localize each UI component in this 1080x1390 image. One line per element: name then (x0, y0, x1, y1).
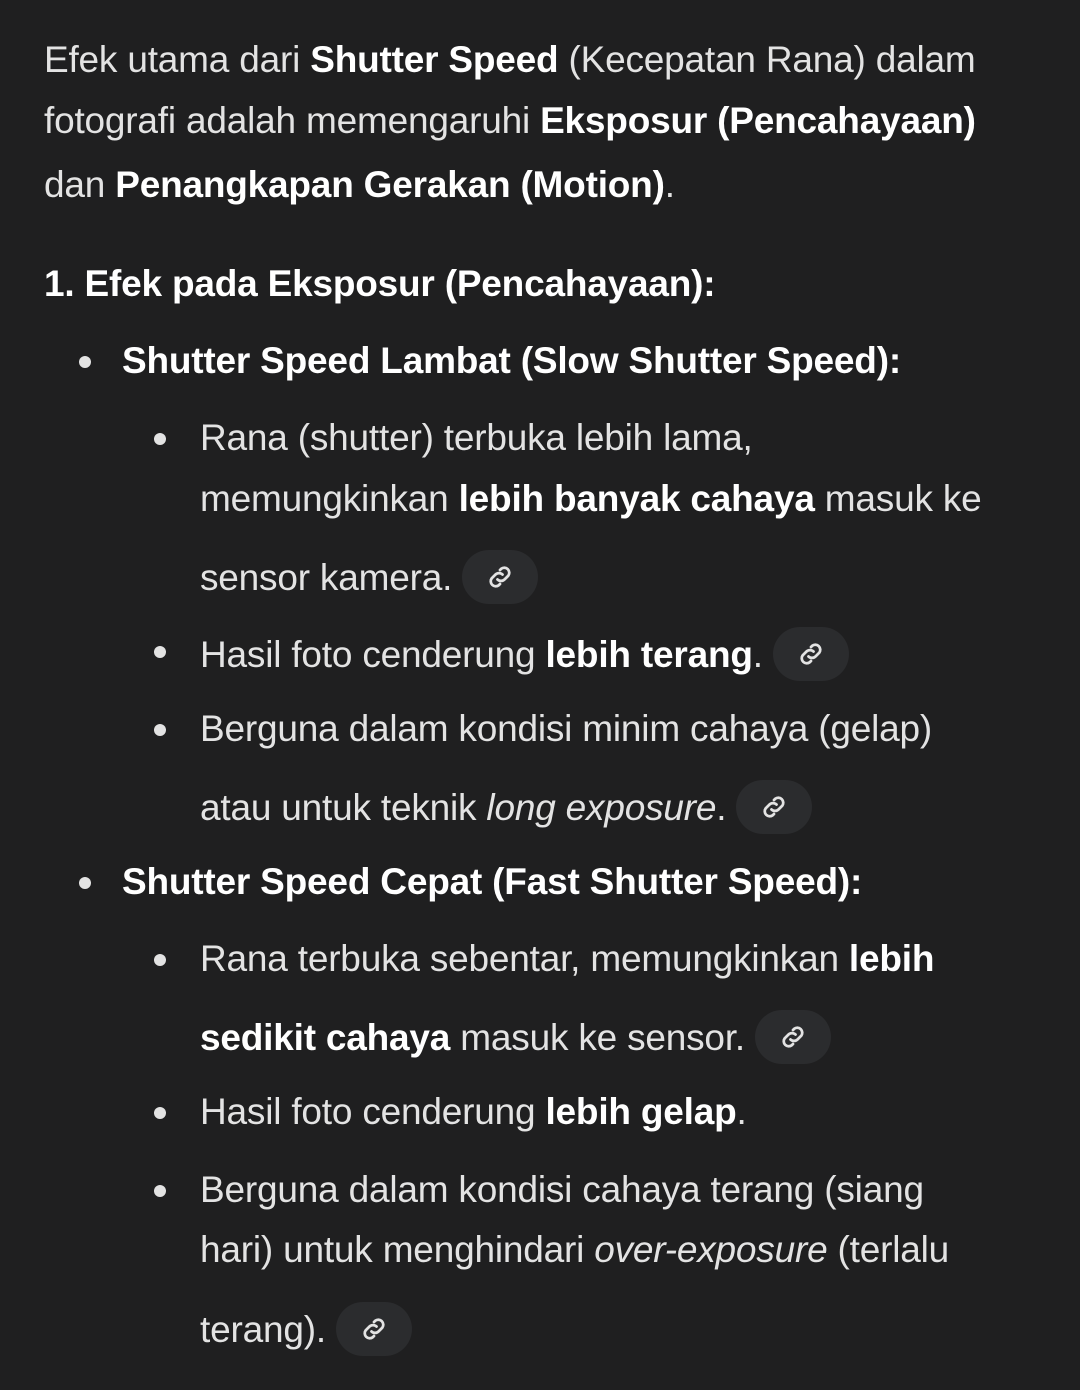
bullet-dot (154, 954, 166, 966)
fast-item2: Hasil foto cenderung lebih gelap. (200, 1091, 747, 1132)
slow-item2: Hasil foto cenderung lebih terang. (200, 630, 849, 684)
bullet-dot (154, 433, 166, 445)
section-heading: 1. Efek pada Eksposur (Pencahayaan): (44, 263, 716, 304)
fast-item3-line1: Berguna dalam kondisi cahaya terang (siang (200, 1169, 924, 1210)
slow-shutter-title: Shutter Speed Lambat (Slow Shutter Speed): (122, 340, 901, 381)
fast-item3-line3: terang). (200, 1305, 412, 1359)
bullet-dot (79, 877, 91, 889)
slow-item1-line1: Rana (shutter) terbuka lebih lama, (200, 417, 753, 458)
fast-item3-line2: hari) untuk menghindari over-exposure (terlalu (200, 1229, 950, 1270)
fast-item1-line2: sedikit cahaya masuk ke sensor. (200, 1013, 831, 1067)
fast-shutter-title: Shutter Speed Cepat (Fast Shutter Speed): (122, 861, 863, 902)
slow-item1-line2: memungkinkan lebih banyak cahaya masuk ke (200, 478, 982, 519)
bullet-dot (154, 646, 166, 658)
slow-item3-line1: Berguna dalam kondisi minim cahaya (gelap) (200, 708, 932, 749)
fast-item1-line1: Rana terbuka sebentar, memungkinkan lebih (200, 938, 935, 979)
intro-line-3: dan Penangkapan Gerakan (Motion). (44, 164, 675, 205)
link-icon (796, 639, 826, 669)
source-link-button[interactable] (773, 627, 849, 681)
source-link-button[interactable] (336, 1302, 412, 1356)
link-icon (485, 562, 515, 592)
source-link-button[interactable] (736, 780, 812, 834)
source-link-button[interactable] (755, 1010, 831, 1064)
bullet-dot (154, 1185, 166, 1197)
intro-line-2: fotografi adalah memengaruhi Eksposur (Pencahayaan) (44, 100, 976, 141)
slow-item1-line3: sensor kamera. (200, 553, 538, 607)
bullet-dot (154, 724, 166, 736)
link-icon (778, 1022, 808, 1052)
bullet-dot (154, 1107, 166, 1119)
bullet-dot (79, 356, 91, 368)
intro-line-1: Efek utama dari Shutter Speed (Kecepatan Rana) dalam (44, 39, 976, 80)
source-link-button[interactable] (462, 550, 538, 604)
link-icon (759, 792, 789, 822)
slow-item3-line2: atau untuk teknik long exposure. (200, 783, 812, 837)
link-icon (359, 1314, 389, 1344)
